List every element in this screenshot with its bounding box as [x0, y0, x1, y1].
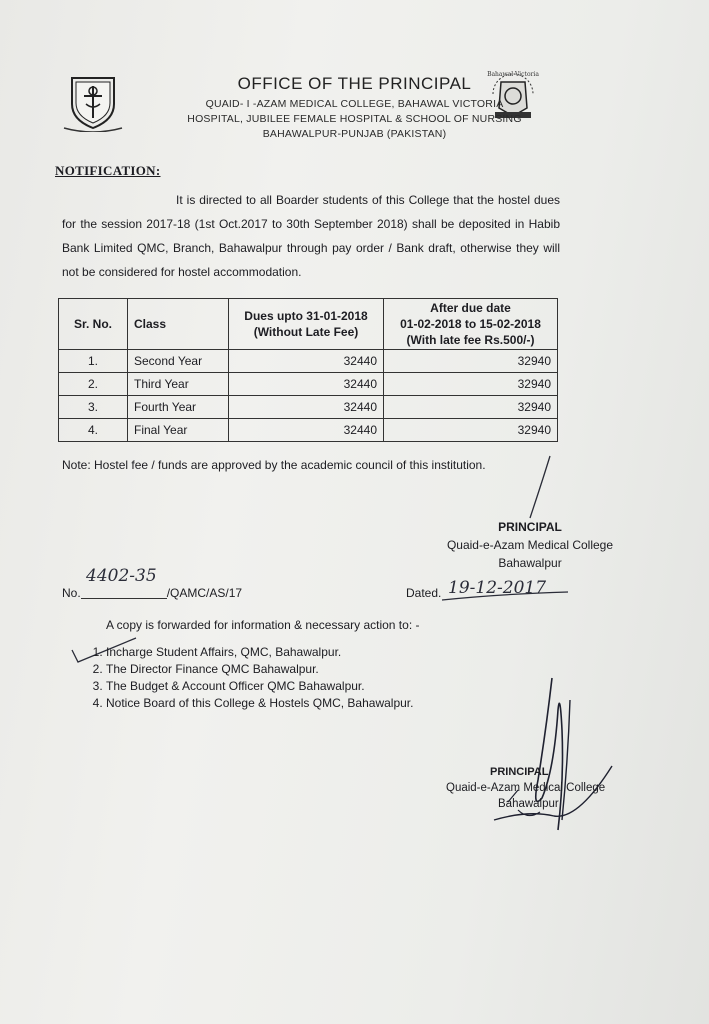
stamp-line-2: Bahawalpur: [498, 798, 559, 810]
reference-number: [62, 586, 242, 600]
signature-stroke-icon: [520, 452, 560, 522]
signature-line-1: Quaid-e-Azam Medical College: [446, 538, 614, 552]
date-underline-icon: [440, 590, 570, 604]
cell-class: Fourth Year: [128, 396, 229, 419]
header-line-1: QUAID- I -AZAM MEDICAL COLLEGE, BAHAWAL VICTORIA: [205, 98, 504, 110]
table-row: [59, 373, 558, 396]
cell-after: 32940: [384, 373, 558, 396]
header-line-3: BAHAWALPUR-PUNJAB (PAKISTAN): [262, 128, 447, 140]
signature-title: PRINCIPAL: [498, 520, 562, 534]
cell-sr: 1.: [59, 350, 128, 373]
signature-line-2: Bahawalpur: [498, 556, 562, 570]
header-class: Class: [128, 299, 229, 350]
handwritten-ref-no: 4402-35: [86, 566, 157, 586]
cell-class: Third Year: [128, 373, 229, 396]
distribution-list: [62, 644, 413, 712]
ref-no-label: No.: [62, 586, 81, 600]
header-sr-no: Sr. No.: [59, 299, 128, 350]
table-row: [59, 396, 558, 419]
header-line-2: HOSPITAL, JUBILEE FEMALE HOSPITAL & SCHOOL OF NURSING: [187, 113, 522, 125]
cell-dues: 32440: [229, 396, 384, 419]
notification-paragraph: [62, 188, 560, 284]
office-title: OFFICE OF THE PRINCIPAL: [237, 74, 472, 93]
list-item: 4. Notice Board of this College & Hostels QMC, Bahawalpur.: [106, 695, 413, 712]
cell-after: 32940: [384, 419, 558, 442]
cell-sr: 4.: [59, 419, 128, 442]
svg-text:Bahawal Victoria: Bahawal Victoria: [487, 71, 539, 78]
cell-dues: 32440: [229, 419, 384, 442]
table-row: [59, 419, 558, 442]
ref-no-suffix: /QAMC/AS/17: [166, 586, 243, 600]
hostel-dues-table: [58, 298, 558, 442]
table-row: [59, 350, 558, 373]
dated-label: Dated.: [406, 586, 442, 600]
forward-intro: A copy is forwarded for information & necessary action to: -: [106, 618, 420, 632]
list-item: 1. Incharge Student Affairs, QMC, Bahawalpur.: [106, 644, 413, 661]
dated-field: [406, 586, 441, 600]
list-item: 2. The Director Finance QMC Bahawalpur.: [106, 661, 413, 678]
principal-signature-block: [430, 518, 630, 572]
table-header-row: [59, 299, 558, 350]
note-text: Note: Hostel fee / funds are approved by the academic council of this institution.: [62, 458, 486, 472]
handwritten-date: 19-12-2017: [448, 578, 547, 598]
notification-heading: NOTIFICATION:: [55, 163, 161, 178]
header-dues: Dues upto 31-01-2018 (Without Late Fee): [229, 299, 384, 350]
cell-dues: 32440: [229, 373, 384, 396]
cell-class: Second Year: [128, 350, 229, 373]
cell-after: 32940: [384, 350, 558, 373]
cell-sr: 3.: [59, 396, 128, 419]
cell-after: 32940: [384, 396, 558, 419]
cell-class: Final Year: [128, 419, 229, 442]
stamp-line-1: Quaid-e-Azam Medical College: [446, 782, 606, 794]
cell-dues: 32440: [229, 350, 384, 373]
header-after-due: After due date 01-02-2018 to 15-02-2018 (With late fee Rs.500/-): [384, 299, 558, 350]
list-item: 3. The Budget & Account Officer QMC Bahawalpur.: [106, 678, 413, 695]
cell-sr: 2.: [59, 373, 128, 396]
stamp-title: PRINCIPAL: [490, 766, 549, 778]
notification-text: It is directed to all Boarder students of this College that the hostel dues for the session 2017-18 (1st Oct.2017 to 30th September 2018) shall be deposited in Habib Bank Limited QMC, Branch, Bahawalpur through pay order / Bank draft, otherwise they will not be considered for hostel accommodation.: [62, 193, 560, 279]
principal-stamp: [446, 764, 626, 812]
